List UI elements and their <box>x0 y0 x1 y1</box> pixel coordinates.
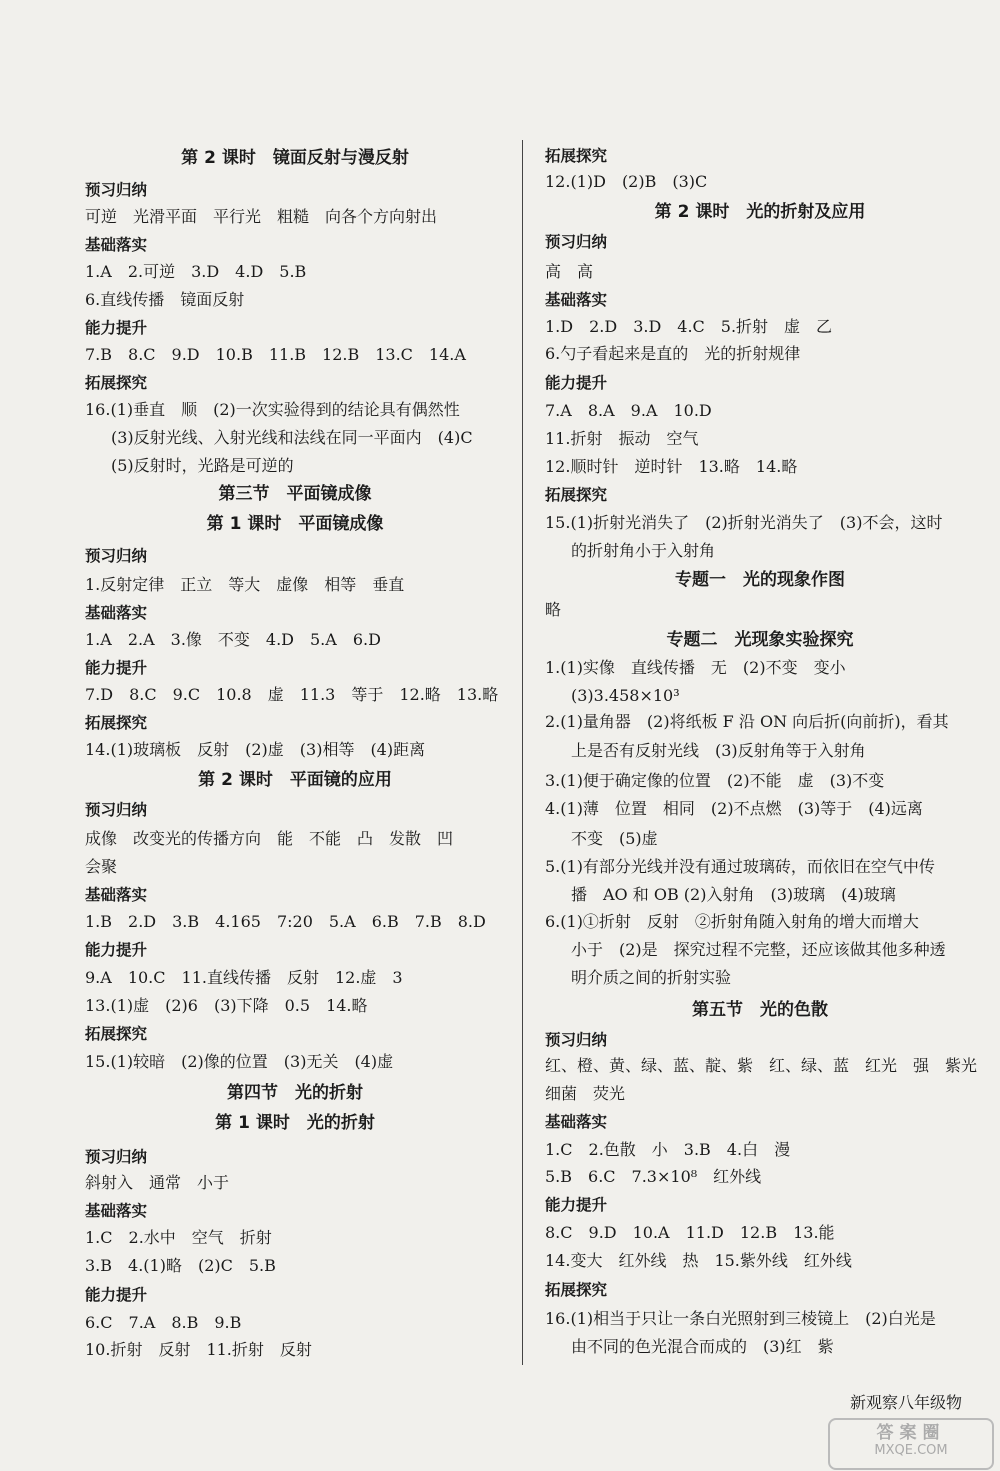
answer-line: 5.B 6.C 7.3×10⁸ 红外线 <box>545 1167 762 1186</box>
answer-line: 1.A 2.A 3.像 不变 4.D 5.A 6.D <box>85 630 381 649</box>
section-title: 第 2 课时 平面镜的应用 <box>198 770 392 790</box>
answer-line: 7.B 8.C 9.D 10.B 11.B 12.B 13.C 14.A <box>85 345 466 364</box>
answer-line: 10.折射 反射 11.折射 反射 <box>85 1340 312 1359</box>
answer-line: 1.A 2.可逆 3.D 4.D 5.B <box>85 262 307 281</box>
section-heading: 基础落实 <box>85 1202 148 1220</box>
answer-line: 上是否有反射光线 (3)反射角等于入射角 <box>571 741 866 760</box>
section-title: 专题二 光现象实验探究 <box>666 630 854 650</box>
section-heading: 预习归纳 <box>85 801 148 819</box>
section-heading: 基础落实 <box>85 886 148 904</box>
answer-line: 6.(1)①折射 反射 ②折射角随入射角的增大而增大 <box>545 912 919 931</box>
section-heading: 拓展探究 <box>545 1281 608 1299</box>
section-heading: 拓展探究 <box>85 374 148 392</box>
section-title: 第 2 课时 光的折射及应用 <box>654 202 866 222</box>
answer-line: 1.B 2.D 3.B 4.165 7:20 5.A 6.B 7.B 8.D <box>85 912 486 931</box>
watermark-logo: 答案圈 MXQE.COM <box>828 1418 994 1470</box>
section-heading: 基础落实 <box>545 1113 608 1131</box>
section-heading: 拓展探究 <box>545 147 608 165</box>
answer-line: 1.C 2.水中 空气 折射 <box>85 1228 272 1247</box>
section-heading: 预习归纳 <box>545 233 608 251</box>
section-title: 第五节 光的色散 <box>692 1000 828 1020</box>
answer-line: 16.(1)相当于只让一条白光照射到三棱镜上 (2)白光是 <box>545 1309 936 1328</box>
answer-line: 9.A 10.C 11.直线传播 反射 12.虚 3 <box>85 968 403 987</box>
answer-line: 7.A 8.A 9.A 10.D <box>545 401 712 420</box>
answer-line: 2.(1)量角器 (2)将纸板 F 沿 ON 向后折(向前折)，看其 <box>545 712 949 731</box>
answer-line: 13.(1)虚 (2)6 (3)下降 0.5 14.略 <box>85 996 368 1015</box>
section-heading: 能力提升 <box>85 319 148 337</box>
section-heading: 能力提升 <box>545 374 608 392</box>
page-footer: 新观察八年级物 <box>850 1393 963 1412</box>
answer-line: (3)3.458×10³ <box>571 686 680 705</box>
section-title: 专题一 光的现象作图 <box>675 570 845 590</box>
answer-line: (5)反射时，光路是可逆的 <box>111 456 294 475</box>
answer-line: 小于 (2)是 探究过程不完整，还应该做其他多种透 <box>571 940 946 959</box>
section-heading: 基础落实 <box>545 291 608 309</box>
answer-line: 15.(1)较暗 (2)像的位置 (3)无关 (4)虚 <box>85 1052 394 1071</box>
section-heading: 预习归纳 <box>85 547 148 565</box>
answer-line: 6.C 7.A 8.B 9.B <box>85 1313 242 1332</box>
answer-line: 可逆 光滑平面 平行光 粗糙 向各个方向射出 <box>85 207 438 226</box>
section-heading: 能力提升 <box>85 1286 148 1304</box>
answer-line: 斜射入 通常 小于 <box>85 1173 230 1192</box>
section-heading: 基础落实 <box>85 236 148 254</box>
section-heading: 能力提升 <box>85 941 148 959</box>
answer-line: 14.变大 红外线 热 15.紫外线 红外线 <box>545 1251 852 1270</box>
answer-line: 1.D 2.D 3.D 4.C 5.折射 虚 乙 <box>545 317 833 336</box>
answer-line: 16.(1)垂直 顺 (2)一次实验得到的结论具有偶然性 <box>85 400 460 419</box>
answer-line: 15.(1)折射光消失了 (2)折射光消失了 (3)不会，这时 <box>545 513 943 532</box>
answer-line: 3.(1)便于确定像的位置 (2)不能 虚 (3)不变 <box>545 771 885 790</box>
answer-line: 4.(1)薄 位置 相同 (2)不点燃 (3)等于 (4)远离 <box>545 799 923 818</box>
answer-line: 明介质之间的折射实验 <box>571 968 732 987</box>
section-title: 第 1 课时 平面镜成像 <box>206 514 384 534</box>
section-heading: 能力提升 <box>85 659 148 677</box>
answer-line: 6.直线传播 镜面反射 <box>85 290 245 309</box>
answer-line: 8.C 9.D 10.A 11.D 12.B 13.能 <box>545 1223 835 1242</box>
answer-line: 3.B 4.(1)略 (2)C 5.B <box>85 1256 276 1275</box>
answer-line: 红、橙、黄、绿、蓝、靛、紫 红、绿、蓝 红光 强 紫光 <box>545 1056 978 1075</box>
answer-line: 5.(1)有部分光线并没有通过玻璃砖，而依旧在空气中传 <box>545 857 935 876</box>
section-heading: 预习归纳 <box>85 1148 148 1166</box>
section-heading: 预习归纳 <box>85 181 148 199</box>
answer-line: 会聚 <box>85 857 118 876</box>
answer-line: 成像 改变光的传播方向 能 不能 凸 发散 凹 <box>85 829 454 848</box>
answer-line: 的折射角小于入射角 <box>571 541 716 560</box>
section-title: 第三节 平面镜成像 <box>218 484 372 504</box>
column-divider <box>522 140 523 1365</box>
answer-line: 6.勺子看起来是直的 光的折射规律 <box>545 344 801 363</box>
answer-line: 播 AO 和 OB (2)入射角 (3)玻璃 (4)玻璃 <box>571 885 896 904</box>
section-heading: 基础落实 <box>85 604 148 622</box>
answer-line: 1.C 2.色散 小 3.B 4.白 漫 <box>545 1140 791 1159</box>
answer-line: (3)反射光线、入射光线和法线在同一平面内 (4)C <box>111 428 473 447</box>
answer-line: 细菌 荧光 <box>545 1084 626 1103</box>
answer-line: 12.(1)D (2)B (3)C <box>545 172 708 191</box>
section-title: 第 1 课时 光的折射 <box>215 1113 375 1133</box>
section-heading: 拓展探究 <box>545 486 608 504</box>
answer-line: 高 高 <box>545 262 594 281</box>
section-heading: 预习归纳 <box>545 1031 608 1049</box>
section-title: 第 2 课时 镜面反射与漫反射 <box>181 148 409 168</box>
answer-line: 14.(1)玻璃板 反射 (2)虚 (3)相等 (4)距离 <box>85 740 426 759</box>
answer-line: 1.反射定律 正立 等大 虚像 相等 垂直 <box>85 575 405 594</box>
section-heading: 能力提升 <box>545 1196 608 1214</box>
section-heading: 拓展探究 <box>85 714 148 732</box>
section-heading: 拓展探究 <box>85 1025 148 1043</box>
answer-line: 不变 (5)虚 <box>571 829 658 848</box>
answer-line: 11.折射 振动 空气 <box>545 429 699 448</box>
section-title: 第四节 光的折射 <box>227 1083 363 1103</box>
answer-line: 7.D 8.C 9.C 10.8 虚 11.3 等于 12.略 13.略 <box>85 685 499 704</box>
answer-line: 略 <box>545 600 562 619</box>
answer-line: 由不同的色光混合而成的 (3)红 紫 <box>571 1337 834 1356</box>
answer-line: 1.(1)实像 直线传播 无 (2)不变 变小 <box>545 658 846 677</box>
answer-line: 12.顺时针 逆时针 13.略 14.略 <box>545 457 798 476</box>
